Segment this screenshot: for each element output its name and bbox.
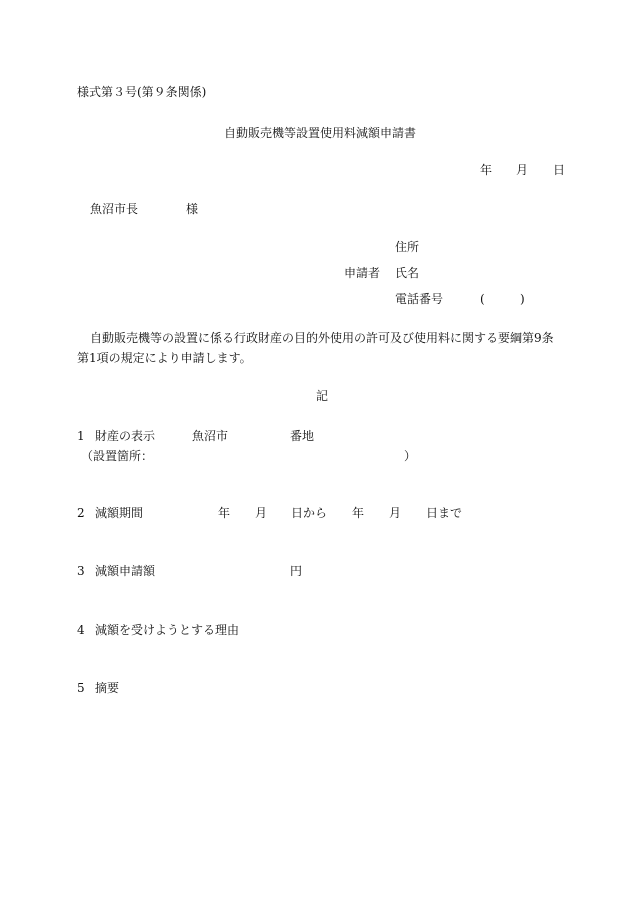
item-1-location-open: （設置箇所： xyxy=(81,449,154,463)
item-2-year-1: 年 xyxy=(218,506,231,520)
body-line-1: 自動販売機等の設置に係る行政財産の目的外使用の許可及び使用料に関する要綱第9条 xyxy=(90,331,554,345)
item-4-label: 減額を受けようとする理由 xyxy=(95,623,240,637)
item-2-label: 減額期間 xyxy=(95,506,144,520)
item-1-city: 魚沼市 xyxy=(192,429,229,443)
addressee-name: 魚沼市長 xyxy=(90,202,139,216)
item-3-yen: 円 xyxy=(290,564,303,578)
item-2-year-2: 年 xyxy=(352,506,365,520)
item-4-number: 4 xyxy=(77,623,85,637)
item-1-location-close: ） xyxy=(404,449,417,463)
applicant-role-label: 申請者 xyxy=(344,266,381,280)
item-1-banchi: 番地 xyxy=(290,429,315,443)
ki-heading: 記 xyxy=(316,389,329,403)
name-label: 氏名 xyxy=(395,266,420,280)
item-1-label: 財産の表示 xyxy=(95,429,156,443)
phone-close-paren: ) xyxy=(520,292,525,306)
item-2-from: 日から xyxy=(291,506,328,520)
phone-open-paren: ( xyxy=(480,292,485,306)
date-month: 月 xyxy=(516,163,529,177)
item-5-label: 摘要 xyxy=(95,681,120,695)
addressee-honorific: 様 xyxy=(186,202,199,216)
phone-label: 電話番号 xyxy=(395,292,444,306)
document-title: 自動販売機等設置使用料減額申請書 xyxy=(224,126,417,140)
body-line-2: 第1項の規定により申請します。 xyxy=(77,351,252,365)
address-label: 住所 xyxy=(395,240,420,254)
item-2-until: 日まで xyxy=(426,506,463,520)
item-2-month-2: 月 xyxy=(389,506,402,520)
item-3-number: 3 xyxy=(77,564,85,578)
form-number: 様式第３号(第９条関係) xyxy=(77,85,207,99)
date-day: 日 xyxy=(553,163,566,177)
date-year: 年 xyxy=(480,163,493,177)
item-1-number: 1 xyxy=(77,429,85,443)
item-5-number: 5 xyxy=(77,681,85,695)
item-2-number: 2 xyxy=(77,506,85,520)
item-2-month-1: 月 xyxy=(255,506,268,520)
item-3-label: 減額申請額 xyxy=(95,564,156,578)
